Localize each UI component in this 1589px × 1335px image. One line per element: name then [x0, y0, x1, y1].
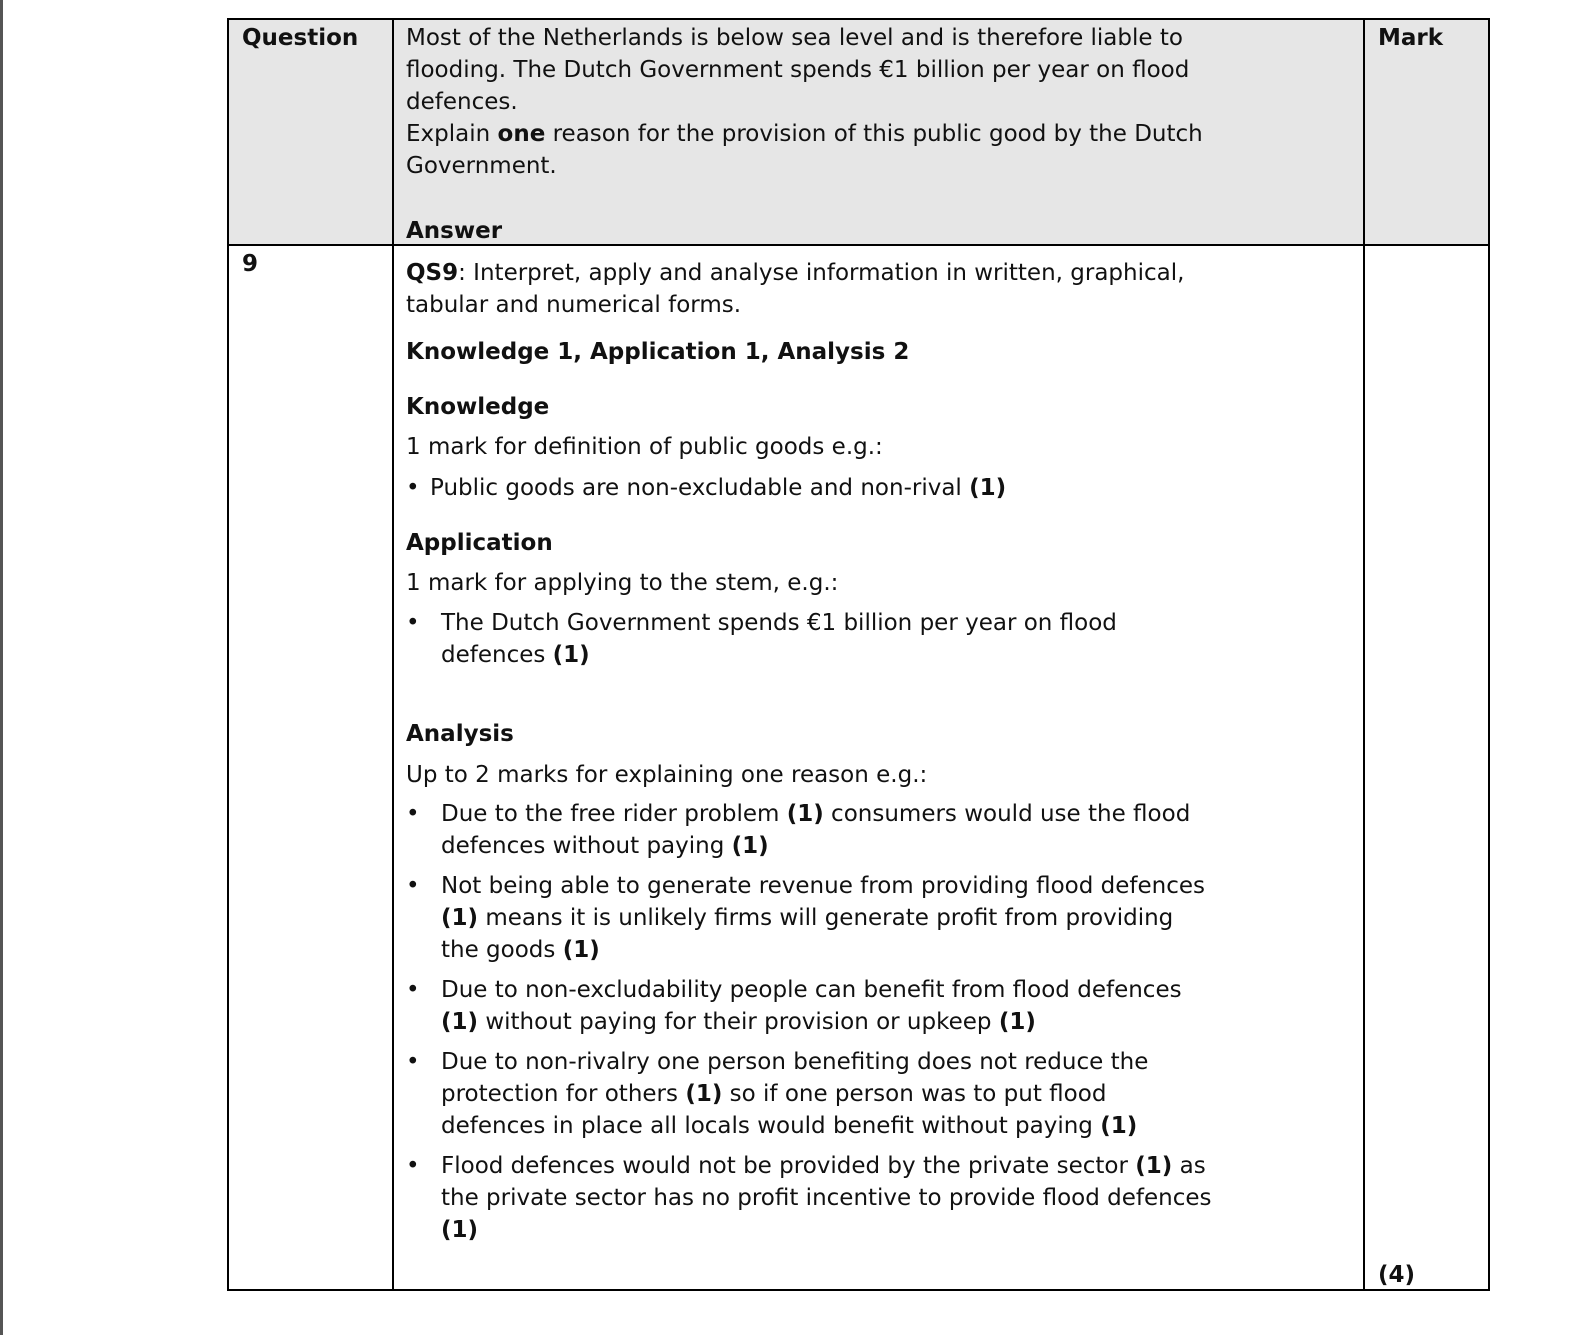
answer-header: Answer: [406, 218, 503, 244]
item-mark: (1): [731, 833, 769, 859]
column-divider: [1363, 20, 1365, 1289]
item-mark: (1): [1135, 1153, 1173, 1179]
question-column-header: Question: [242, 25, 359, 51]
item-text: without paying for their provision or upkeep: [478, 1009, 999, 1035]
application-intro: 1 mark for applying to the stem, e.g.:: [406, 570, 839, 596]
item-text: Due to non-rivalry one person benefiting does not reduce the protection for others: [441, 1049, 1149, 1107]
item-text: Public goods are non-excludable and non-rival: [430, 475, 970, 501]
application-item: [406, 607, 1117, 671]
item-text: so if one person was to put flood defences in place all locals would benefit without paying: [441, 1081, 1107, 1139]
item-mark: (1): [562, 937, 600, 963]
item-text: Due to the free rider problem: [441, 801, 787, 827]
bullet-icon: •: [406, 475, 420, 501]
question-emphasis: one: [497, 121, 546, 147]
marks-summary: Knowledge 1, Application 1, Analysis 2: [406, 339, 910, 365]
item-mark: (1): [441, 1009, 479, 1035]
item-mark: (1): [969, 475, 1007, 501]
bullet-icon: •: [406, 610, 420, 636]
bullet-icon: •: [406, 1153, 420, 1179]
item-mark: (1): [786, 801, 824, 827]
mark-column-header: Mark: [1378, 25, 1444, 51]
bullet-icon: •: [406, 1049, 420, 1075]
item-text: Flood defences would not be provided by the private sector: [441, 1153, 1136, 1179]
analysis-item: [406, 798, 1190, 862]
analysis-item: [406, 1046, 1148, 1142]
knowledge-intro: 1 mark for definition of public goods e.g.:: [406, 434, 883, 460]
item-mark: (1): [441, 1217, 479, 1243]
item-mark: (1): [552, 642, 590, 668]
question-text-part: Most of the Netherlands is below sea level and is therefore liable to flooding. The Dutch Government spends €1 billion per year on flood defences. Explain: [406, 25, 1190, 147]
qs-code: QS9: [406, 260, 459, 286]
item-mark: (1): [685, 1081, 723, 1107]
mark-scheme-table: [227, 18, 1490, 1291]
item-text: Not being able to generate revenue from providing flood defences: [441, 873, 1205, 899]
item-mark: (1): [441, 905, 479, 931]
bullet-icon: •: [406, 977, 420, 1003]
bullet-icon: •: [406, 873, 420, 899]
knowledge-heading: Knowledge: [406, 394, 550, 420]
total-mark: (4): [1378, 1262, 1416, 1288]
item-text: Due to non-excludability people can benefit from flood defences: [441, 977, 1182, 1003]
question-text-part: reason for the provision of this public good by the Dutch Government.: [406, 121, 1203, 179]
analysis-item: [406, 974, 1182, 1038]
qs-description: : Interpret, apply and analyse information in written, graphical, tabular and numerical forms.: [406, 260, 1185, 318]
item-text: as the private sector has no profit incentive to provide flood defences: [441, 1153, 1212, 1211]
bullet-icon: •: [406, 801, 420, 827]
knowledge-item: [406, 472, 1006, 504]
analysis-intro: Up to 2 marks for explaining one reason e.g.:: [406, 762, 928, 788]
analysis-item: [406, 1150, 1212, 1246]
qs-skill: [406, 257, 1184, 321]
answer-cell: [406, 246, 1356, 1286]
application-heading: Application: [406, 530, 553, 556]
question-text: [406, 22, 1356, 182]
item-text: means it is unlikely firms will generate profit from providing the goods: [441, 905, 1174, 963]
item-mark: (1): [1100, 1113, 1138, 1139]
analysis-item: [406, 870, 1205, 966]
item-text: The Dutch Government spends €1 billion per year on flood defences: [441, 610, 1117, 668]
question-number: 9: [242, 251, 259, 277]
window-edge: [0, 0, 3, 1335]
item-text: consumers would use the flood defences without paying: [441, 801, 1191, 859]
item-mark: (1): [998, 1009, 1036, 1035]
column-divider: [392, 20, 394, 1289]
analysis-heading: Analysis: [406, 721, 514, 747]
